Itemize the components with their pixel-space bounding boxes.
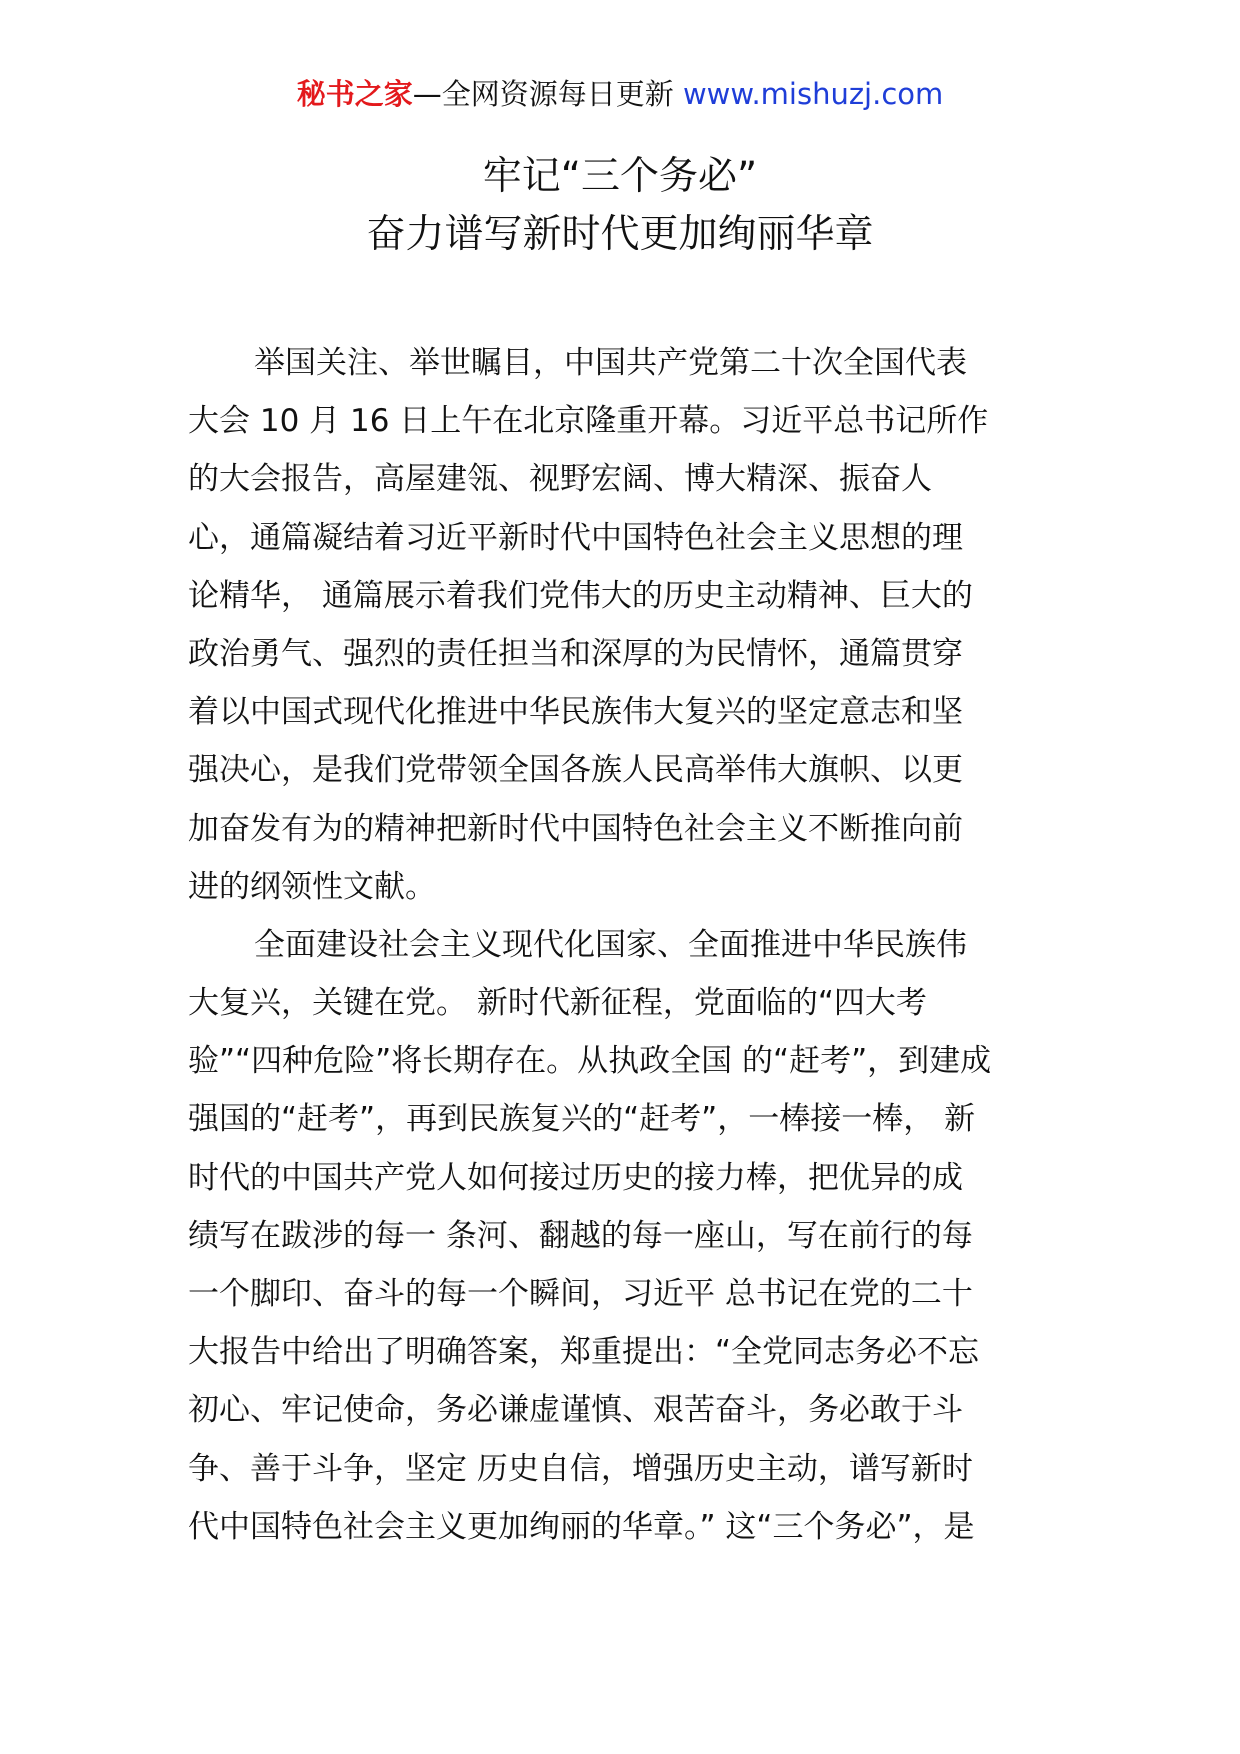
paragraph-1 bbox=[188, 334, 1068, 916]
text-line: 一个脚印、奋斗的每一个瞬间，习近平 总书记在党的二十 bbox=[188, 1276, 973, 1312]
text-line: 论精华， 通篇展示着我们党伟大的历史主动精神、巨大的 bbox=[188, 577, 973, 614]
text-line: 时代的中国共产党人如何接过历史的接力棒，把优异的成 bbox=[188, 1159, 963, 1196]
text-line: 加奋发有为的精神把新时代中国特色社会主义不断推向前 bbox=[188, 810, 963, 847]
text-line: 全面建设社会主义现代化国家、全面推进中华民族伟 bbox=[254, 926, 967, 963]
text-line: 初心、牢记使命，务必谦虚谨慎、艰苦奋斗，务必敢于斗 bbox=[188, 1392, 963, 1429]
text-line: 代中国特色社会主义更加绚丽的华章。” 这“三个务必”，是 bbox=[188, 1508, 975, 1545]
paragraph-2 bbox=[188, 916, 1068, 1556]
text-line: 政治勇气、强烈的责任担当和深厚的为民情怀，通篇贯穿 bbox=[188, 635, 963, 672]
text-line: 进的纲领性文献。 bbox=[188, 868, 436, 905]
text-line: 举国关注、举世瞩目，中国共产党第二十次全国代表 bbox=[254, 345, 967, 381]
text-line: 验”“四种危险”将长期存在。从执政全国 的“赶考”，到建成 bbox=[188, 1043, 992, 1080]
text-line: 大复兴，关键在党。 新时代新征程，党面临的“四大考 bbox=[188, 985, 927, 1022]
site-header bbox=[0, 74, 1240, 114]
document-title bbox=[0, 148, 1240, 264]
text-line: 着以中国式现代化推进中华民族伟大复兴的坚定意志和坚 bbox=[188, 694, 963, 731]
text-line: 大报告中给出了明确答案，郑重提出：“全党同志务必不忘 bbox=[188, 1334, 980, 1371]
text-line: 强决心，是我们党带领全国各族人民高举伟大旗帜、以更 bbox=[188, 752, 963, 789]
text-line: 心，通篇凝结着习近平新时代中国特色社会主义思想的理 bbox=[188, 519, 963, 556]
text-line: 绩写在跋涉的每一 条河、翻越的每一座山，写在前行的每 bbox=[188, 1217, 973, 1254]
header-tagline: —全网资源每日更新 bbox=[412, 77, 674, 111]
document-body bbox=[188, 334, 1068, 1556]
text-line: 争、善于斗争，坚定 历史自信，增强历史主动，谱写新时 bbox=[188, 1450, 973, 1487]
text-line: 强国的“赶考”，再到民族复兴的“赶考”，一棒接一棒， 新 bbox=[188, 1101, 976, 1138]
text-line: 的大会报告，高屋建瓴、视野宏阔、博大精深、振奋人 bbox=[188, 461, 932, 498]
brand-name: 秘书之家 bbox=[296, 77, 413, 111]
text-line: 大会 10 月 16 日上午在北京隆重开幕。习近平总书记所作 bbox=[188, 403, 989, 440]
title-line-1: 牢记“三个务必” bbox=[482, 154, 758, 199]
site-url-link[interactable]: www.mishuzj.com bbox=[682, 77, 944, 111]
title-line-2: 奋力谱写新时代更加绚丽华章 bbox=[366, 212, 874, 257]
